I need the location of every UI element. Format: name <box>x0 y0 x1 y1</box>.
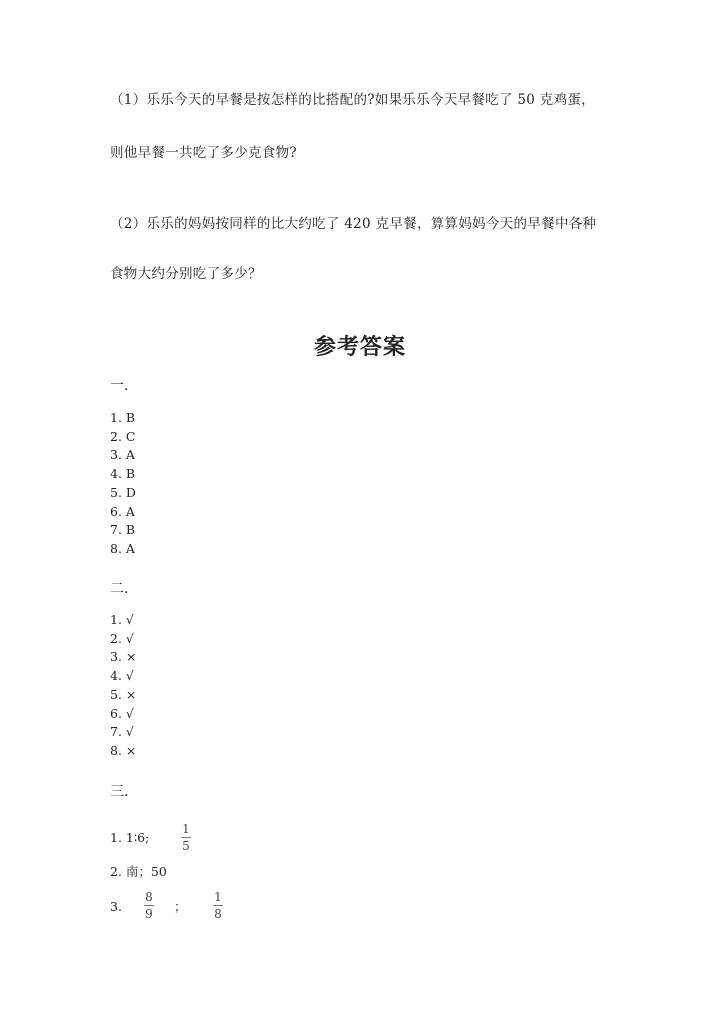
answer-item: 2. C <box>110 428 136 444</box>
fraction-one-fifth <box>181 823 191 852</box>
fraction-one-eighth <box>213 891 223 920</box>
question-2-line-1: （2）乐乐的妈妈按同样的比大约吃了 420 克早餐，算算妈妈今天的早餐中各种 <box>110 216 597 232</box>
answer-title: 参考答案 <box>313 334 406 360</box>
section-2-heading: 二. <box>110 581 129 597</box>
fraction-denominator: 9 <box>145 907 153 921</box>
answer-item: 5. D <box>110 484 136 500</box>
section-3-answer-1-prefix: 1. 1∶6; <box>110 830 150 845</box>
fraction-bar <box>181 837 191 838</box>
answer-item: 7. B <box>110 522 136 538</box>
answer-item: 3. A <box>110 447 135 463</box>
answer-item: 3. × <box>110 649 137 665</box>
section-2-answers <box>110 611 136 761</box>
section-3-heading: 三. <box>110 784 129 800</box>
question-1-line-1: （1）乐乐今天的早餐是按怎样的比搭配的?如果乐乐今天早餐吃了 50 克鸡蛋， <box>110 92 595 108</box>
section-3-answer-3-separator: ； <box>174 899 187 914</box>
question-1-line-2: 则他早餐一共吃了多少克食物? <box>110 145 297 161</box>
answer-item: 1. √ <box>110 612 134 627</box>
answer-item: 4. B <box>110 466 136 482</box>
fraction-bar <box>144 905 154 906</box>
fraction-eight-ninths <box>144 891 154 920</box>
fraction-denominator: 5 <box>182 839 190 853</box>
fraction-numerator: 1 <box>214 890 222 904</box>
answer-item: 6. √ <box>110 705 134 721</box>
answer-item: 5. × <box>110 686 137 702</box>
section-3-answer-3-prefix: 3. <box>110 899 122 914</box>
answer-item: 7. √ <box>110 724 134 740</box>
fraction-numerator: 1 <box>182 822 190 836</box>
question-2-line-2: 食物大约分别吃了多少？ <box>110 266 262 282</box>
answer-item: 1. B <box>110 410 136 425</box>
answer-item: 8. A <box>110 540 135 556</box>
section-1-answers <box>110 409 136 559</box>
section-1-heading: 一. <box>110 378 129 394</box>
answer-item: 2. √ <box>110 630 134 646</box>
fraction-numerator: 8 <box>145 890 153 904</box>
answer-item: 8. × <box>110 742 137 758</box>
section-3-answer-2: 2. 南；50 <box>110 864 167 879</box>
answer-item: 6. A <box>110 503 135 519</box>
answer-item: 4. √ <box>110 668 134 684</box>
fraction-bar <box>213 905 223 906</box>
fraction-denominator: 8 <box>214 907 222 921</box>
